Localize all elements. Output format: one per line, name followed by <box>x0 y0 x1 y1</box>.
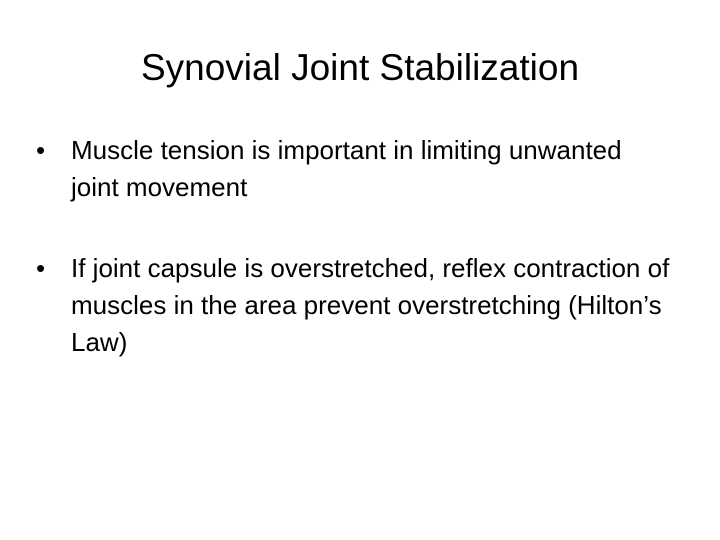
bullet-text: Muscle tension is important in limiting unwanted joint movement <box>71 135 622 202</box>
bullet-item <box>36 250 676 361</box>
slide-title: Synovial Joint Stabilization <box>140 47 580 88</box>
bullet-icon: • <box>36 253 46 283</box>
bullet-text: If joint capsule is overstretched, reflex contraction of muscles in the area prevent overstretching (Hilton’s Law) <box>71 253 670 357</box>
bullet-icon: • <box>36 135 46 165</box>
bullet-list <box>36 132 676 405</box>
bullet-item <box>36 132 676 206</box>
